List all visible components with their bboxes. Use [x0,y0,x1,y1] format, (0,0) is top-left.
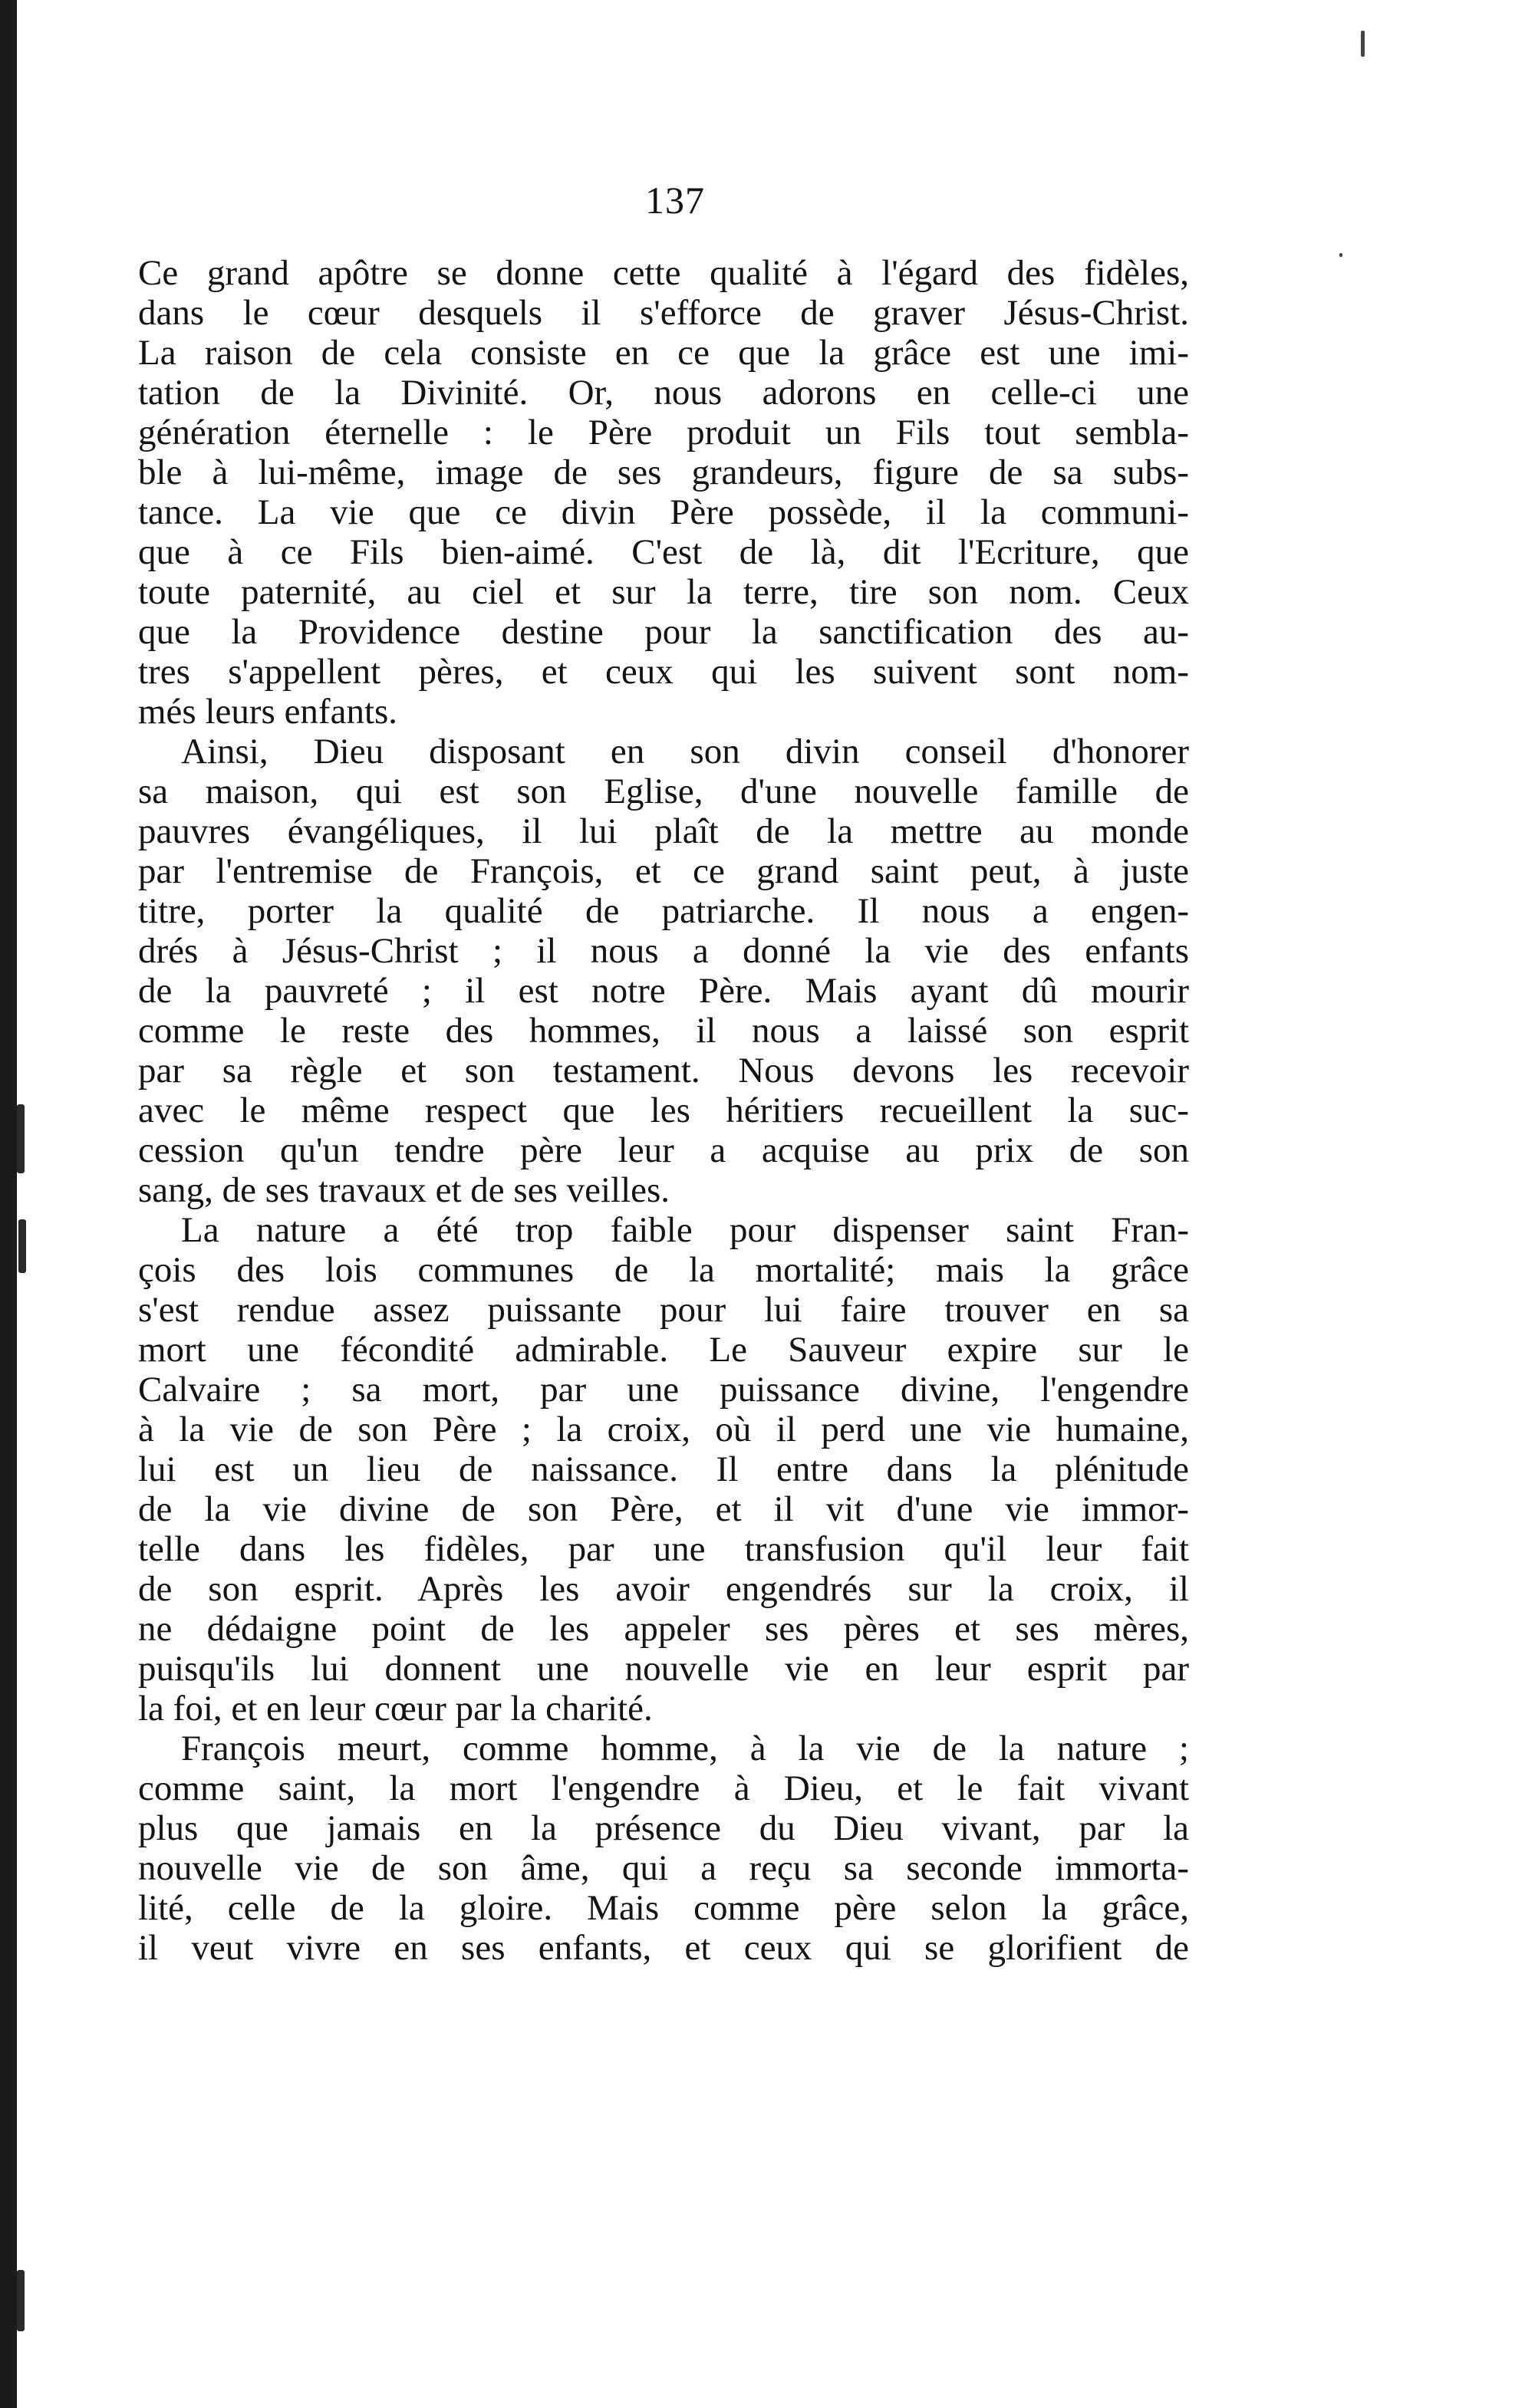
text-line: s'est rendue assez puissante pour lui faire trouver en sa [138,1290,1189,1330]
binding-mark [17,1104,25,1173]
text-line: sa maison, qui est son Eglise, d'une nouvelle famille de [138,771,1189,811]
text-line: tres s'appellent pères, et ceux qui les suivent sont nom- [138,652,1189,692]
text-line: que la Providence destine pour la sanctification des au- [138,612,1189,652]
text-line: titre, porter la qualité de patriarche. Il nous a engen- [138,891,1189,931]
text-line: à la vie de son Père ; la croix, où il perd une vie humaine, [138,1410,1189,1449]
text-line: Ce grand apôtre se donne cette qualité à l'égard des fidèles, [138,253,1189,293]
text-line: plus que jamais en la présence du Dieu vivant, par la [138,1808,1189,1848]
text-line: ble à lui-même, image de ses grandeurs, figure de sa subs- [138,452,1189,492]
text-line: tance. La vie que ce divin Père possède, il la communi- [138,492,1189,532]
text-line: comme le reste des hommes, il nous a laissé son esprit [138,1011,1189,1051]
text-line: de la vie divine de son Père, et il vit d'une vie immor- [138,1489,1189,1529]
text-line: cession qu'un tendre père leur a acquise au prix de son [138,1130,1189,1170]
text-line: de la pauvreté ; il est notre Père. Mais ayant dû mourir [138,971,1189,1011]
text-line: Ainsi, Dieu disposant en son divin conseil d'honorer [181,732,1189,771]
text-line: més leurs enfants. [138,692,398,732]
text-line: avec le même respect que les héritiers recueillent la suc- [138,1091,1189,1130]
text-line: mort une fécondité admirable. Le Sauveur expire sur le [138,1330,1189,1370]
text-line: La nature a été trop faible pour dispenser saint Fran- [181,1210,1189,1250]
scan-binding-edge [0,0,17,2408]
text-line: pauvres évangéliques, il lui plaît de la mettre au monde [138,811,1189,851]
text-line: François meurt, comme homme, à la vie de la nature ; [181,1729,1189,1768]
binding-mark [18,1219,26,1273]
scan-speck [1339,253,1342,257]
text-line: que à ce Fils bien-aimé. C'est de là, dit l'Ecriture, que [138,532,1189,572]
scan-speck [1361,31,1365,57]
text-line: La raison de cela consiste en ce que la grâce est une imi- [138,333,1189,373]
body-text [138,253,1189,1968]
paragraph-2 [138,732,1189,1210]
text-line: drés à Jésus-Christ ; il nous a donné la vie des enfants [138,931,1189,971]
text-line: toute paternité, au ciel et sur la terre, tire son nom. Ceux [138,572,1189,612]
text-line: ne dédaigne point de les appeler ses pères et ses mères, [138,1609,1189,1649]
text-line: puisqu'ils lui donnent une nouvelle vie en leur esprit par [138,1649,1189,1689]
text-line: lui est un lieu de naissance. Il entre dans la plénitude [138,1449,1189,1489]
paragraph-3 [138,1210,1189,1729]
binding-mark [17,2270,25,2331]
text-line: de son esprit. Après les avoir engendrés sur la croix, il [138,1569,1189,1609]
text-line: il veut vivre en ses enfants, et ceux qui se glorifient de [138,1928,1189,1968]
text-line: çois des lois communes de la mortalité; mais la grâce [138,1250,1189,1290]
text-line: par l'entremise de François, et ce grand saint peut, à juste [138,851,1189,891]
text-line: comme saint, la mort l'engendre à Dieu, et le fait vivant [138,1768,1189,1808]
paragraph-4 [138,1729,1189,1968]
text-line: nouvelle vie de son âme, qui a reçu sa seconde immorta- [138,1848,1189,1888]
text-line: sang, de ses travaux et de ses veilles. [138,1170,670,1210]
text-line: la foi, et en leur cœur par la charité. [138,1689,653,1729]
text-line: par sa règle et son testament. Nous devons les recevoir [138,1051,1189,1091]
text-line: Calvaire ; sa mort, par une puissance divine, l'engendre [138,1370,1189,1410]
text-line: dans le cœur desquels il s'efforce de graver Jésus-Christ. [138,293,1189,333]
page-number: 137 [645,179,705,222]
text-line: lité, celle de la gloire. Mais comme père selon la grâce, [138,1888,1189,1928]
text-line: tation de la Divinité. Or, nous adorons en celle-ci une [138,373,1189,413]
paragraph-1 [138,253,1189,732]
text-line: telle dans les fidèles, par une transfusion qu'il leur fait [138,1529,1189,1569]
text-line: génération éternelle : le Père produit un Fils tout sembla- [138,413,1189,452]
